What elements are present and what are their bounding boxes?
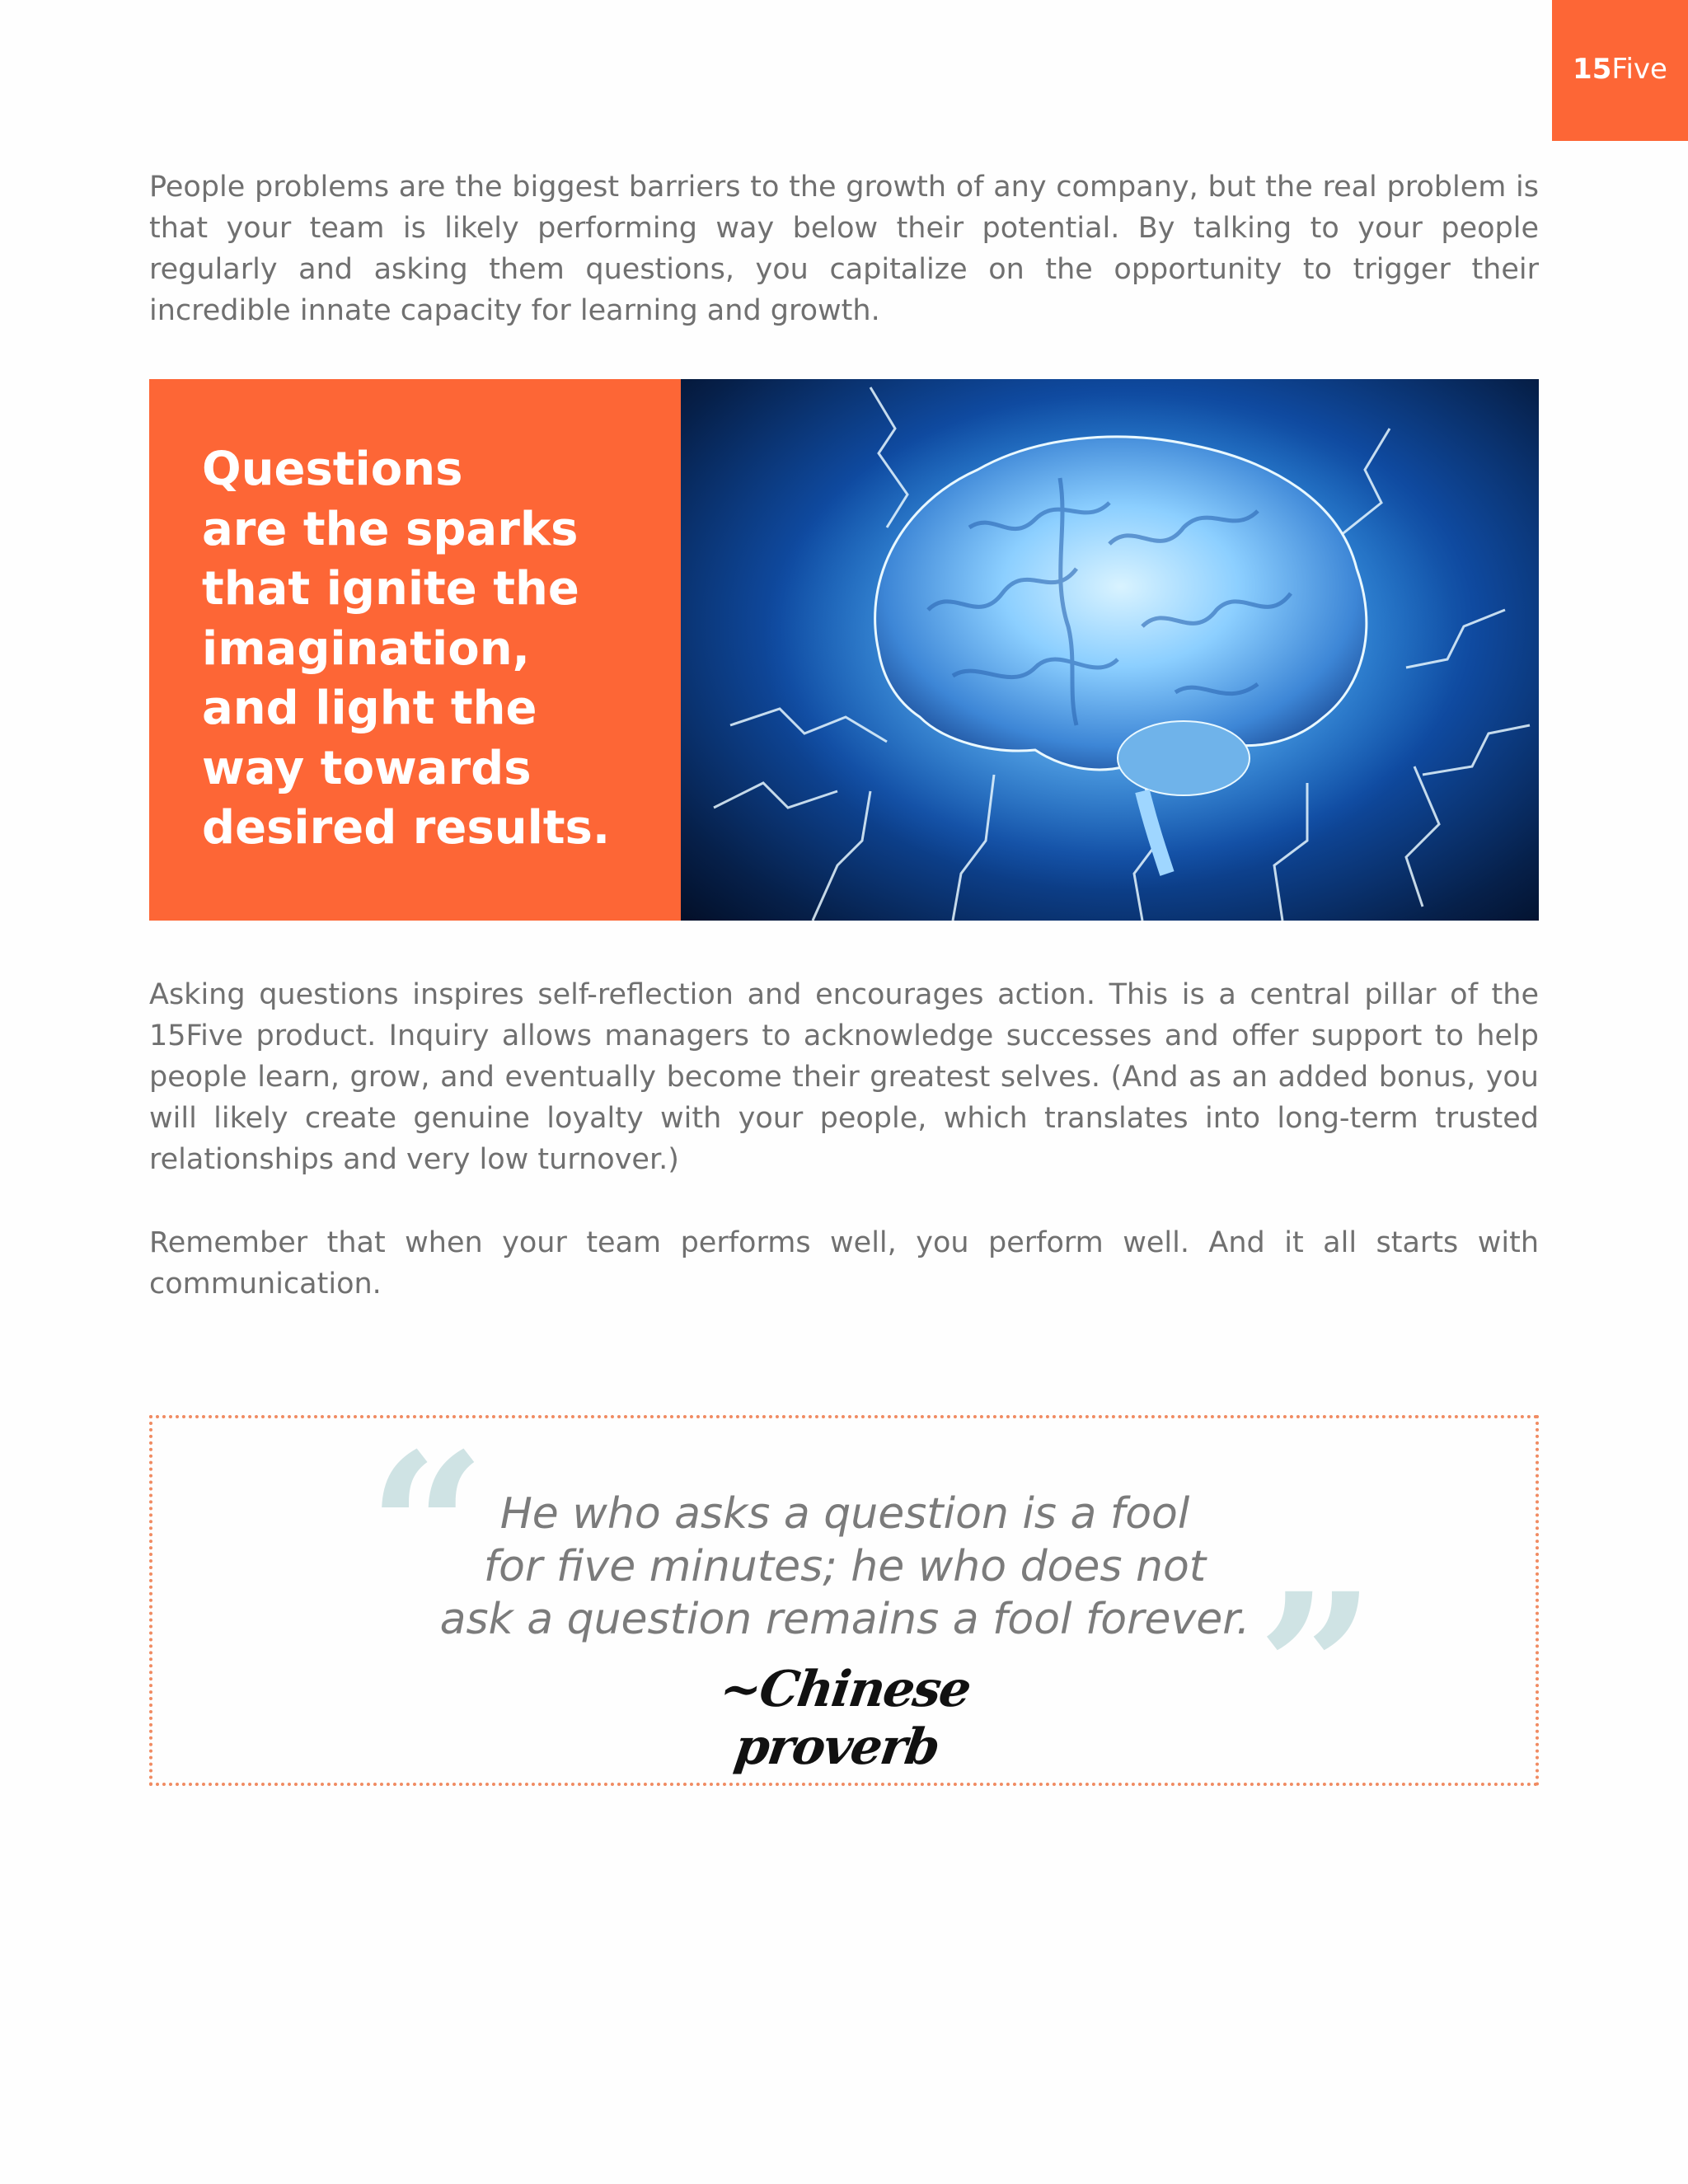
pull-quote-line: imagination,	[202, 621, 530, 676]
pull-quote-text	[202, 440, 648, 859]
close-quote-icon: ”	[1257, 1548, 1376, 1790]
brain-icon	[681, 379, 1539, 921]
body-paragraph-1: Asking questions inspires self-reflection and encourages action. This is a central pillar of the 15Five product. Inquiry allows managers to acknowledge successes and offer support to help people learn, grow, and eventually become their greatest selves. (And as an added bonus, you will likely create genuine loyalty with your people, which translates into long-term trusted relationships and very low turnover.)	[149, 978, 1539, 1176]
quote-text	[363, 1488, 1327, 1646]
open-quote-icon: “	[368, 1408, 486, 1650]
pull-quote-line: are the sparks	[202, 502, 579, 556]
pull-quote-line: that ignite the	[202, 562, 579, 616]
pull-quote-line: Questions	[202, 443, 463, 496]
brand-light: Five	[1611, 53, 1667, 86]
pull-quote-banner	[149, 379, 1539, 921]
brand-bold: 15	[1573, 53, 1612, 86]
quote-attribution: ~Chinese proverb	[715, 1661, 973, 1776]
body-paragraph-2: Remember that when your team performs well, you perform well. And it all starts with communication.	[149, 1226, 1539, 1301]
pull-quote-line: and light the	[202, 682, 537, 735]
brain-lightning-image	[681, 379, 1539, 921]
quote-line: for five minutes; he who does not	[483, 1542, 1207, 1591]
pull-quote-line: desired results.	[202, 801, 611, 855]
pull-quote-panel	[149, 379, 681, 921]
brand-logo	[1552, 0, 1688, 141]
quote-line: He who asks a question is a fool	[499, 1489, 1190, 1539]
intro-paragraph: People problems are the biggest barriers to the growth of any company, but the real problem is that your team is likely performing way below their potential. By talking to your people regularly and asking them questions, you capitalize on the opportunity to trigger their incredible innate capacity for learning and growth.	[149, 171, 1539, 327]
pull-quote-line: way towards	[202, 741, 532, 795]
quote-line: ask a question remains a fool forever.	[439, 1595, 1250, 1644]
